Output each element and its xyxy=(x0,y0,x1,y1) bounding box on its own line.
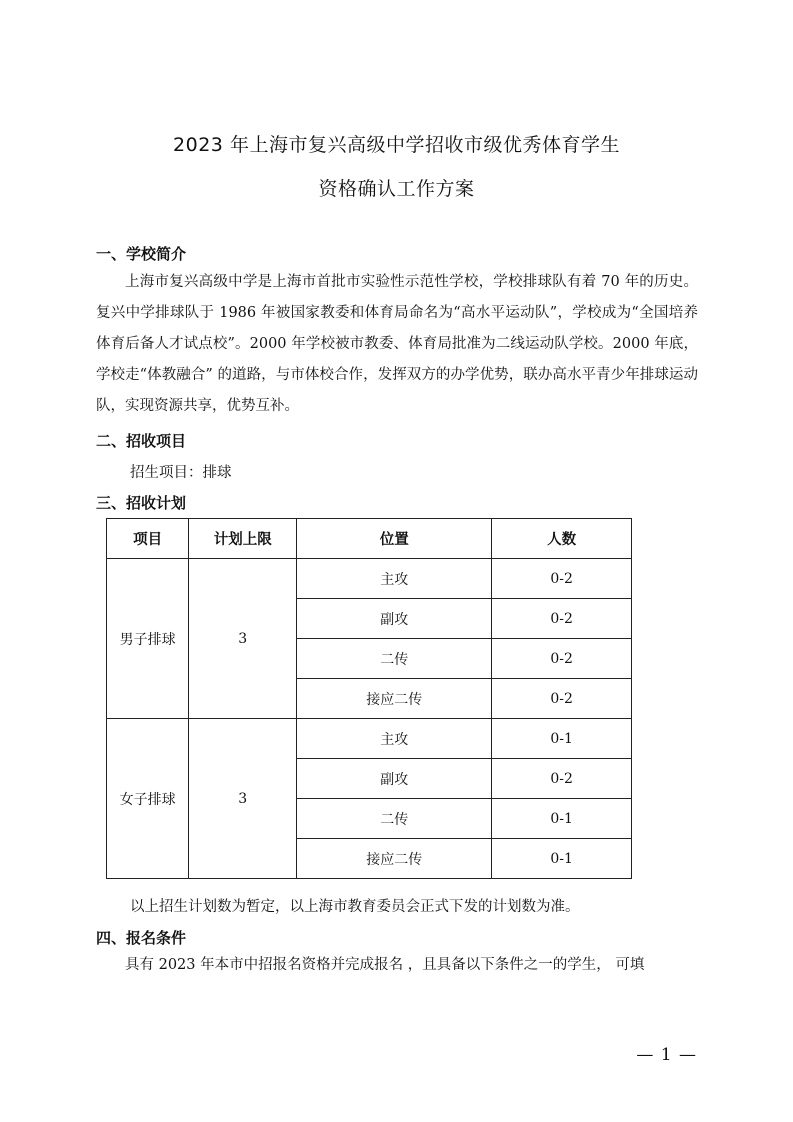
count-cell: 0-1 xyxy=(492,799,632,839)
document-title-line1: 2023 年上海市复兴高级中学招收市级优秀体育学生 xyxy=(173,134,620,156)
header-limit: 计划上限 xyxy=(189,519,297,559)
group-limit-cell: 3 xyxy=(189,559,297,719)
count-cell: 0-2 xyxy=(492,679,632,719)
document-title-line2: 资格确认工作方案 xyxy=(318,178,475,200)
position-cell: 接应二传 xyxy=(297,839,492,879)
group-name-cell: 男子排球 xyxy=(107,559,189,719)
count-cell: 0-1 xyxy=(492,839,632,879)
position-cell: 副攻 xyxy=(297,759,492,799)
plan-note: 以上招生计划数为暂定，以上海市教育委员会正式下发的计划数为准。 xyxy=(130,899,580,915)
count-cell: 0-2 xyxy=(492,599,632,639)
count-cell: 0-2 xyxy=(492,639,632,679)
page-number: — 1 — xyxy=(636,1045,697,1065)
section4-heading: 四、报名条件 xyxy=(96,929,187,947)
position-cell: 副攻 xyxy=(297,599,492,639)
position-cell: 接应二传 xyxy=(297,679,492,719)
count-cell: 0-2 xyxy=(492,559,632,599)
section2-line: 招生项目：排球 xyxy=(130,465,232,481)
section3-heading: 三、招收计划 xyxy=(96,494,187,512)
position-cell: 主攻 xyxy=(297,559,492,599)
section1-paragraph: 上海市复兴高级中学是上海市首批市实验性示范性学校，学校排球队有着 70 年的历史。复兴中学排球队于 1986 年被国家教委和体育局命名为“高水平运动队”，学校成为“全国培养体育后备人才试点校”。2000 年学校被市教委、体育局批准为二线运动队学校。2000 年底，学校走“体教融合” 的道路，与市体校合作，发挥双方的办学优势，联办高水平青少年排球运动队，实现资源共享，优势互补。 xyxy=(96,274,698,414)
group-name-cell: 女子排球 xyxy=(107,719,189,879)
group-limit-cell: 3 xyxy=(189,719,297,879)
header-count: 人数 xyxy=(492,519,632,559)
section1-heading: 一、学校简介 xyxy=(96,245,187,263)
recruitment-plan-table xyxy=(106,518,632,879)
position-cell: 主攻 xyxy=(297,719,492,759)
count-cell: 0-1 xyxy=(492,719,632,759)
position-cell: 二传 xyxy=(297,799,492,839)
table-row xyxy=(107,719,632,759)
count-cell: 0-2 xyxy=(492,759,632,799)
position-cell: 二传 xyxy=(297,639,492,679)
section4-paragraph: 具有 2023 年本市中招报名资格并完成报名 ，且具备以下条件之一的学生， 可填 xyxy=(125,957,645,973)
section2-heading: 二、招收项目 xyxy=(96,432,187,450)
header-position: 位置 xyxy=(297,519,492,559)
header-project: 项目 xyxy=(107,519,189,559)
table-header-row xyxy=(107,519,632,559)
table-row xyxy=(107,559,632,599)
